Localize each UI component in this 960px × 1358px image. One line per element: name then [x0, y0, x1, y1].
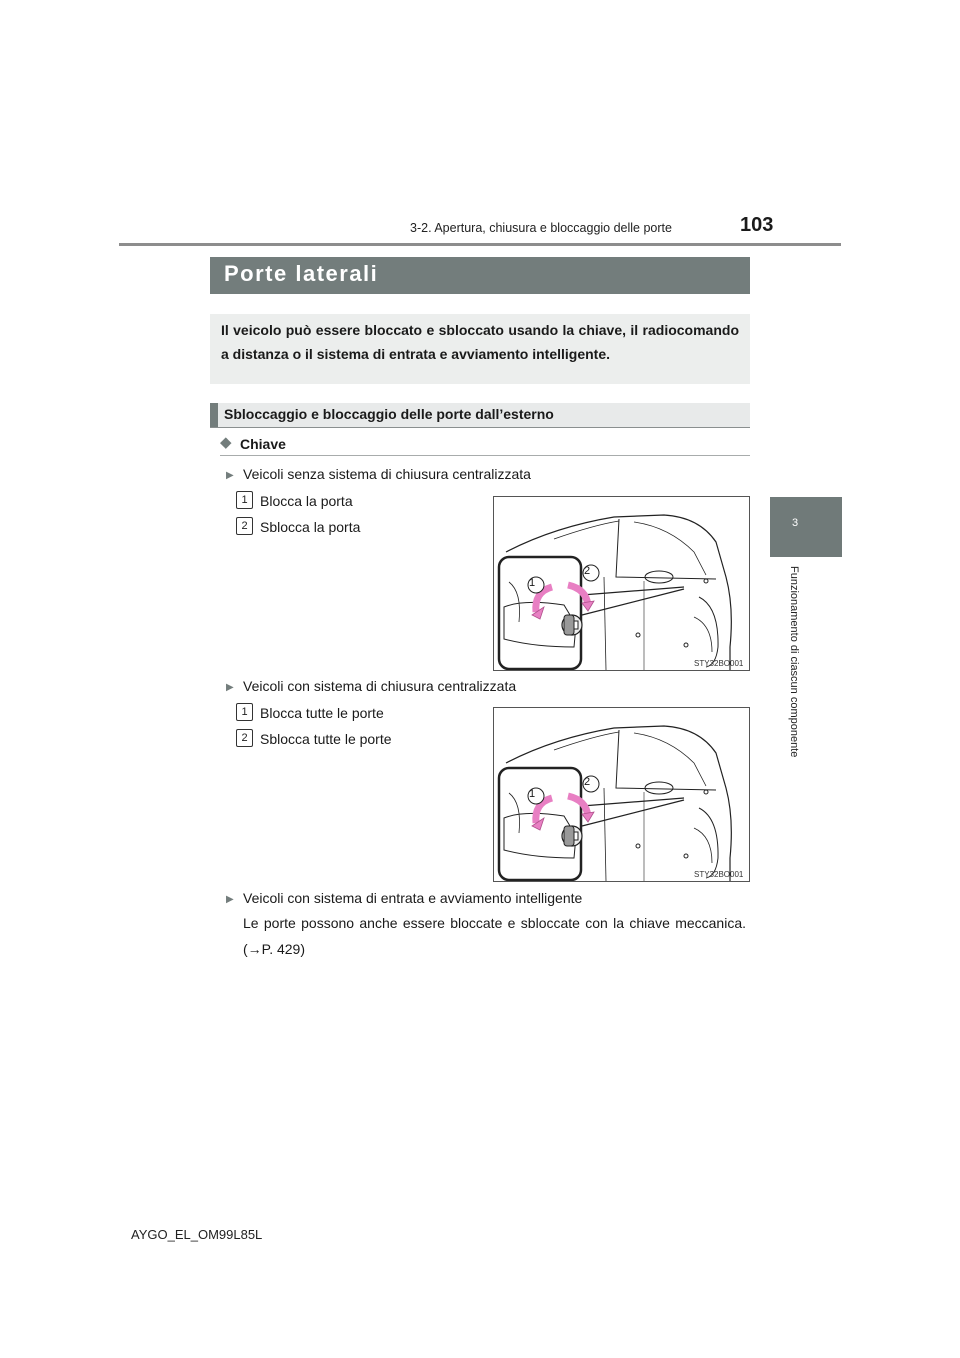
body-paragraph: Le porte possono anche essere bloccate e sbloccate con la chiave meccanica. (→P. 429): [243, 915, 746, 957]
diamond-icon: ◆: [220, 434, 232, 451]
figure-code: STY32BO001: [694, 659, 744, 668]
chapter-heading: 3-2. Apertura, chiusura e bloccaggio delle porte: [410, 221, 672, 235]
step-number: 2: [236, 729, 253, 747]
triangle-right-icon: ▶: [226, 682, 234, 693]
subsection-rule: [220, 455, 750, 456]
page-number: 103: [740, 214, 774, 236]
figure-callout-2: 2: [584, 565, 591, 577]
header-rule: [119, 243, 841, 246]
door-key-illustration: [493, 707, 750, 882]
step-text: Sblocca tutte le porte: [260, 731, 392, 747]
document-code: AYGO_EL_OM99L85L: [131, 1227, 263, 1242]
section-title: Sbloccaggio e bloccaggio delle porte dall’esterno: [224, 406, 554, 422]
section-rule: [210, 427, 750, 428]
chapter-side-label: Funzionamento di ciascun componente: [788, 566, 800, 758]
chapter-tab: [770, 497, 842, 557]
chapter-tab-number: 3: [792, 517, 799, 529]
step-text: Sblocca la porta: [260, 519, 361, 535]
triangle-right-icon: ▶: [226, 894, 234, 905]
figure-callout-1: 1: [529, 788, 536, 800]
page-title: Porte laterali: [224, 261, 379, 286]
step-number: 1: [236, 491, 253, 509]
triangle-right-icon: ▶: [226, 470, 234, 481]
figure-callout-2: 2: [584, 776, 591, 788]
subsection-title: Chiave: [240, 436, 286, 452]
intro-text: Il veicolo può essere bloccato e sbloccato usando la chiave, il radiocomando a distanza o il sistema di entrata e avviamento intelligente.: [221, 322, 739, 362]
step-text: Blocca tutte le porte: [260, 705, 384, 721]
bullet-text: Veicoli con sistema di chiusura centralizzata: [243, 678, 517, 694]
step-number: 2: [236, 517, 253, 535]
step-text: Blocca la porta: [260, 493, 353, 509]
section-header-strip: [210, 403, 218, 427]
figure-callout-1: 1: [529, 577, 536, 589]
bullet-text: Veicoli con sistema di entrata e avviamento intelligente: [243, 890, 583, 906]
bullet-text: Veicoli senza sistema di chiusura centralizzata: [243, 466, 531, 482]
door-key-illustration: [493, 496, 750, 671]
figure-code: STY32BO001: [694, 870, 744, 879]
step-number: 1: [236, 703, 253, 721]
